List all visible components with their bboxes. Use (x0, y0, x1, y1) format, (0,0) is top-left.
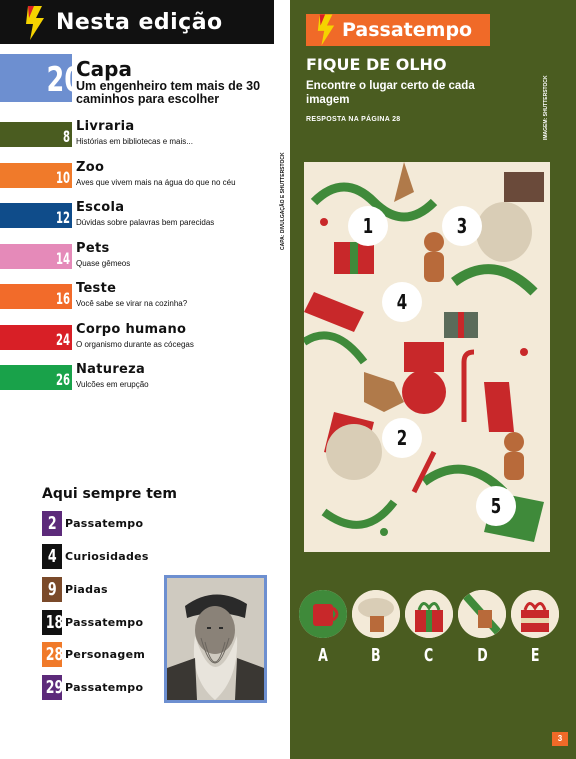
christmas-pattern-puzzle (304, 162, 550, 552)
toc-desc: Quase gêmeos (76, 259, 131, 268)
game-title: FIQUE DE OLHO (306, 55, 447, 74)
toc-title[interactable]: Natureza (76, 362, 146, 377)
answer-reference: RESPOSTA NA PÁGINA 28 (306, 116, 401, 123)
always-label[interactable]: Passatempo (65, 681, 144, 694)
puzzle-spot[interactable]: 5 (476, 486, 516, 526)
toc-desc: Histórias em bibliotecas e mais... (76, 137, 193, 146)
toc-page-number: 26 (55, 370, 70, 389)
option-image-a[interactable] (299, 590, 347, 638)
toc-desc: O organismo durante as cócegas (76, 340, 194, 349)
image-credit: IMAGEM: SHUTTERSTOCK (543, 75, 549, 140)
option-letter: A (318, 645, 328, 666)
section-title: Passatempo (342, 19, 473, 41)
toc-desc: Aves que vivem mais na água do que no céu (76, 178, 236, 187)
left-section-header (0, 0, 274, 44)
always-page-number: 28 (42, 642, 62, 667)
cover-credit: CAPA: DIVULGAÇÃO E SHUTTERSTOCK (280, 152, 286, 250)
always-page-number: 4 (42, 544, 62, 569)
toc-desc: Vulcões em erupção (76, 380, 149, 389)
option-letter: B (371, 645, 381, 666)
always-page-number: 2 (42, 511, 62, 536)
puzzle-spot[interactable]: 2 (382, 418, 422, 458)
cover-title[interactable]: Capa (76, 57, 132, 81)
option-image-b[interactable] (352, 590, 400, 638)
option-letter: E (530, 645, 540, 666)
cover-page-number: 20 (46, 60, 82, 100)
always-label[interactable]: Curiosidades (65, 550, 149, 563)
always-page-number: 29 (42, 675, 62, 700)
always-label[interactable]: Personagem (65, 648, 146, 661)
option-letter: D (476, 645, 488, 666)
toc-title[interactable]: Zoo (76, 160, 105, 175)
toc-title[interactable]: Escola (76, 200, 125, 215)
toc-title[interactable]: Teste (76, 281, 117, 296)
toc-page-number: 16 (55, 289, 70, 308)
toc-title[interactable]: Pets (76, 241, 110, 256)
option-letter: C (424, 645, 434, 666)
always-page-number: 9 (42, 577, 62, 602)
toc-page-number: 14 (55, 249, 70, 268)
puzzle-spot[interactable]: 4 (382, 282, 422, 322)
always-label[interactable]: Piadas (65, 583, 108, 596)
toc-title[interactable]: Corpo humano (76, 322, 187, 337)
option-image-d[interactable] (458, 590, 506, 638)
cover-description: Um engenheiro tem mais de 30 caminhos para escolher (76, 79, 261, 106)
toc-desc: Você sabe se virar na cozinha? (76, 299, 188, 308)
puzzle-spot[interactable]: 3 (442, 206, 482, 246)
portrait-image (164, 575, 267, 703)
option-image-c[interactable] (405, 590, 453, 638)
always-page-number: 18 (42, 610, 62, 635)
puzzle-spot[interactable]: 1 (348, 206, 388, 246)
game-description: Encontre o lugar certo de cada imagem (306, 80, 475, 106)
lightning-bolt-icon (24, 6, 46, 40)
toc-desc: Dúvidas sobre palavras bem parecidas (76, 218, 215, 227)
page-number: 3 (552, 732, 568, 746)
lightning-bolt-icon (316, 14, 336, 46)
toc-title[interactable]: Livraria (76, 119, 135, 134)
always-label[interactable]: Passatempo (65, 616, 144, 629)
right-section-header (306, 14, 490, 46)
always-section-title: Aqui sempre tem (42, 486, 177, 502)
option-image-e[interactable] (511, 590, 559, 638)
toc-page-number: 24 (55, 330, 70, 349)
toc-page-number: 8 (62, 127, 70, 146)
always-label[interactable]: Passatempo (65, 517, 144, 530)
section-title: Nesta edição (56, 10, 223, 35)
toc-page-number: 12 (55, 208, 70, 227)
toc-page-number: 10 (55, 168, 70, 187)
